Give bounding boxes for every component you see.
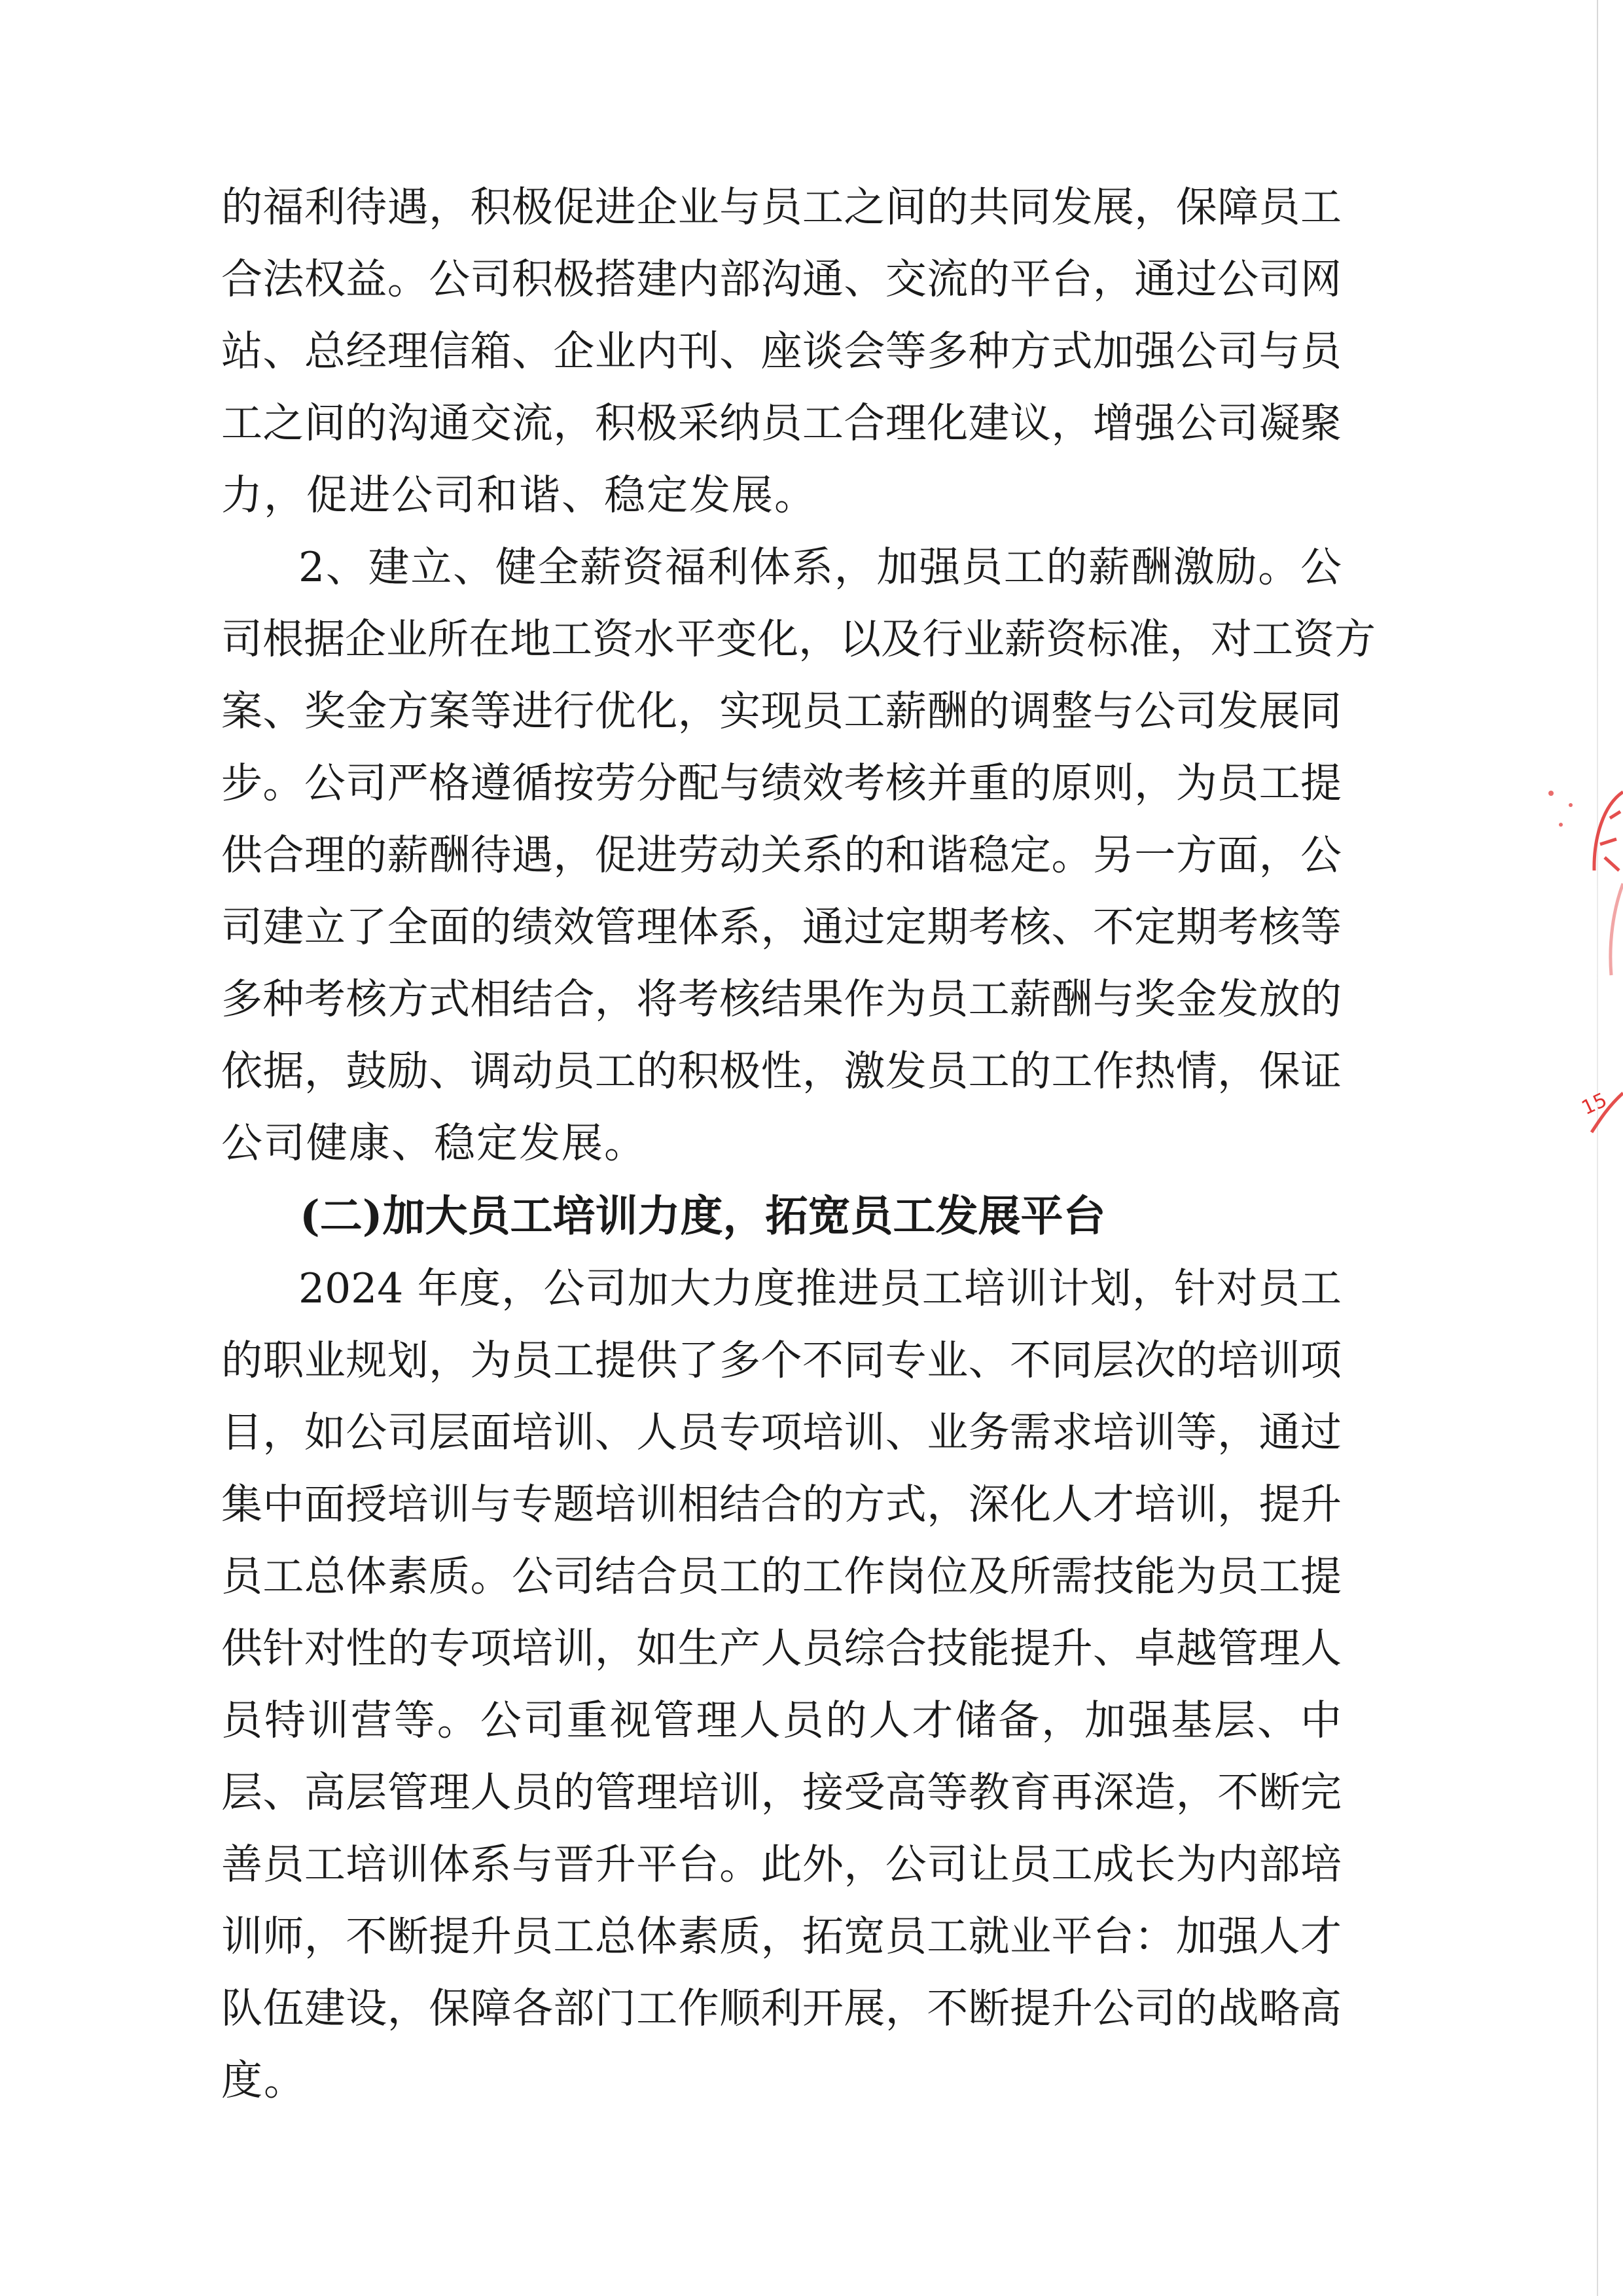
text-line: 依据，鼓励、调动员工的积极性，激发员工的工作热情，保证 [221, 1047, 1342, 1095]
text-line: 员工总体素质。公司结合员工的工作岗位及所需技能为员工提 [221, 1552, 1342, 1600]
text-line: 集中面授培训与专题培训相结合的方式，深化人才培训，提升 [221, 1480, 1342, 1528]
paragraph-welfare [221, 171, 1342, 531]
text-line: 司根据企业所在地工资水平变化，以及行业薪资标准，对工资方 [221, 615, 1376, 663]
text-line: 多种考核方式相结合，将考核结果作为员工薪酬与奖金发放的 [221, 975, 1342, 1023]
text-line: 司建立了全面的绩效管理体系，通过定期考核、不定期考核等 [221, 903, 1342, 951]
text-line: 工之间的沟通交流，积极采纳员工合理化建议，增强公司凝聚 [221, 399, 1342, 447]
text-line: 的福利待遇，积极促进企业与员工之间的共同发展，保障员工 [221, 183, 1342, 231]
text-line: 队伍建设，保障各部门工作顺利开展，不断提升公司的战略高 [221, 1984, 1342, 2032]
section-heading: (二)加大员工培训力度，拓宽员工发展平台 [300, 1191, 1106, 1241]
text-line: 善员工培训体系与晋升平台。此外，公司让员工成长为内部培 [221, 1840, 1342, 1888]
text-line: 供合理的薪酬待遇，促进劳动关系的和谐稳定。另一方面，公 [221, 831, 1342, 879]
text-line: 公司健康、稳定发展。 [221, 1119, 647, 1167]
text-line: 力，促进公司和谐、稳定发展。 [221, 471, 817, 519]
text-line: 训师，不断提升员工总体素质，拓宽员工就业平台：加强人才 [221, 1912, 1342, 1960]
text-line: 层、高层管理人员的管理培训，接受高等教育再深造，不断完 [221, 1768, 1342, 1816]
text-line: 供针对性的专项培训，如生产人员综合技能提升、卓越管理人 [221, 1624, 1342, 1672]
paragraph-training [221, 1253, 1342, 2117]
seal-fragment-text: 15 [1578, 1088, 1611, 1121]
text-line: 员特训营等。公司重视管理人员的人才储备，加强基层、中 [221, 1696, 1342, 1744]
text-line: 案、奖金方案等进行优化，实现员工薪酬的调整与公司发展同 [221, 687, 1342, 735]
text-line: 站、总经理信箱、企业内刊、座谈会等多种方式加强公司与员 [221, 327, 1342, 375]
red-seal-fragment [1531, 779, 1623, 1145]
document-body [221, 171, 1376, 2117]
paragraph-salary-system [221, 531, 1376, 1179]
page-edge-line [1597, 0, 1598, 2296]
text-line: 2、建立、健全薪资福利体系，加强员工的薪酬激励。公 [298, 543, 1342, 591]
text-line: 目，如公司层面培训、人员专项培训、业务需求培训等，通过 [221, 1408, 1342, 1456]
text-line: 2024 年度，公司加大力度推进员工培训计划，针对员工 [298, 1265, 1342, 1312]
text-line: 度。 [221, 2056, 306, 2104]
text-line: 的职业规划，为员工提供了多个不同专业、不同层次的培训项 [221, 1336, 1342, 1384]
text-line: 步。公司严格遵循按劳分配与绩效考核并重的原则，为员工提 [221, 759, 1342, 807]
text-line: 合法权益。公司积极搭建内部沟通、交流的平台，通过公司网 [221, 255, 1342, 303]
